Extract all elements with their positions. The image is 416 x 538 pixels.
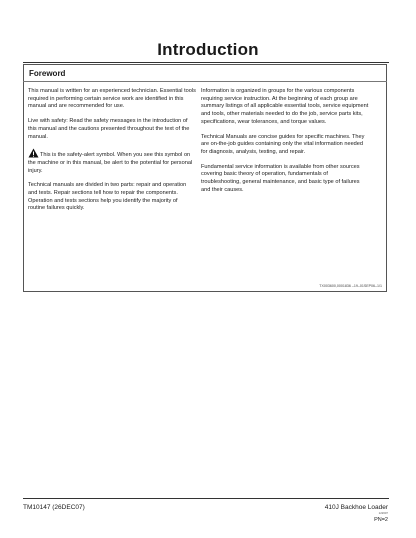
paragraph: Technical manuals are divided in two parts: repair and operation and tests. Repair sections tell how to repair the components. Operation and tests sections help you identify the majority of routine failures quickly. [28, 182, 187, 212]
foreword-heading-divider [23, 81, 387, 82]
left-column [28, 88, 196, 220]
safety-alert-icon [28, 148, 39, 158]
footer-divider [23, 498, 389, 499]
machine-name: 410J Backhoe Loader [324, 504, 388, 511]
safety-alert-paragraph [28, 148, 196, 175]
paragraph: Live with safety: Read the safety messages in the introduction of this manual and the cautions presented throughout the text of the manual. [28, 118, 190, 140]
footer-date-code: 122607 [378, 511, 388, 515]
paragraph: Information is organized in groups for the various components requiring service instruction. At the beginning of each group are summary listings of all applicable essential tools, service equipment and tools, other materials needed to do the job, service parts kits, specifications, wear tolerances, and torque values. [201, 88, 369, 125]
right-column [201, 88, 369, 201]
page-title: Introduction [157, 40, 259, 59]
title-divider [23, 62, 389, 63]
paragraph: Technical Manuals are concise guides for specific machines. They are on-the-job guides containing only the vital information needed for diagnosis, analysis, testing, and repair. [201, 133, 365, 155]
paragraph: Fundamental service information is available from other sources covering basic theory of operation, fundamentals of troubleshooting, general maintenance, and basic type of failures and their causes. [201, 163, 360, 193]
page-number: PN=2 [374, 517, 388, 523]
paragraph: This manual is written for an experienced technician. Essential tools required in performing certain service work are identified in this manual and are recommended for use. [28, 88, 196, 110]
manual-number: TM10147 (26DEC07) [23, 504, 85, 511]
document-reference-code: TX003600,0001836 –19–01SEP06–1/1 [319, 284, 382, 288]
safety-alert-text: This is the safety-alert symbol. When you see this symbol on the machine or in this manual, be alert to the potential for personal injury. [28, 152, 193, 174]
foreword-heading: Foreword [29, 69, 66, 78]
